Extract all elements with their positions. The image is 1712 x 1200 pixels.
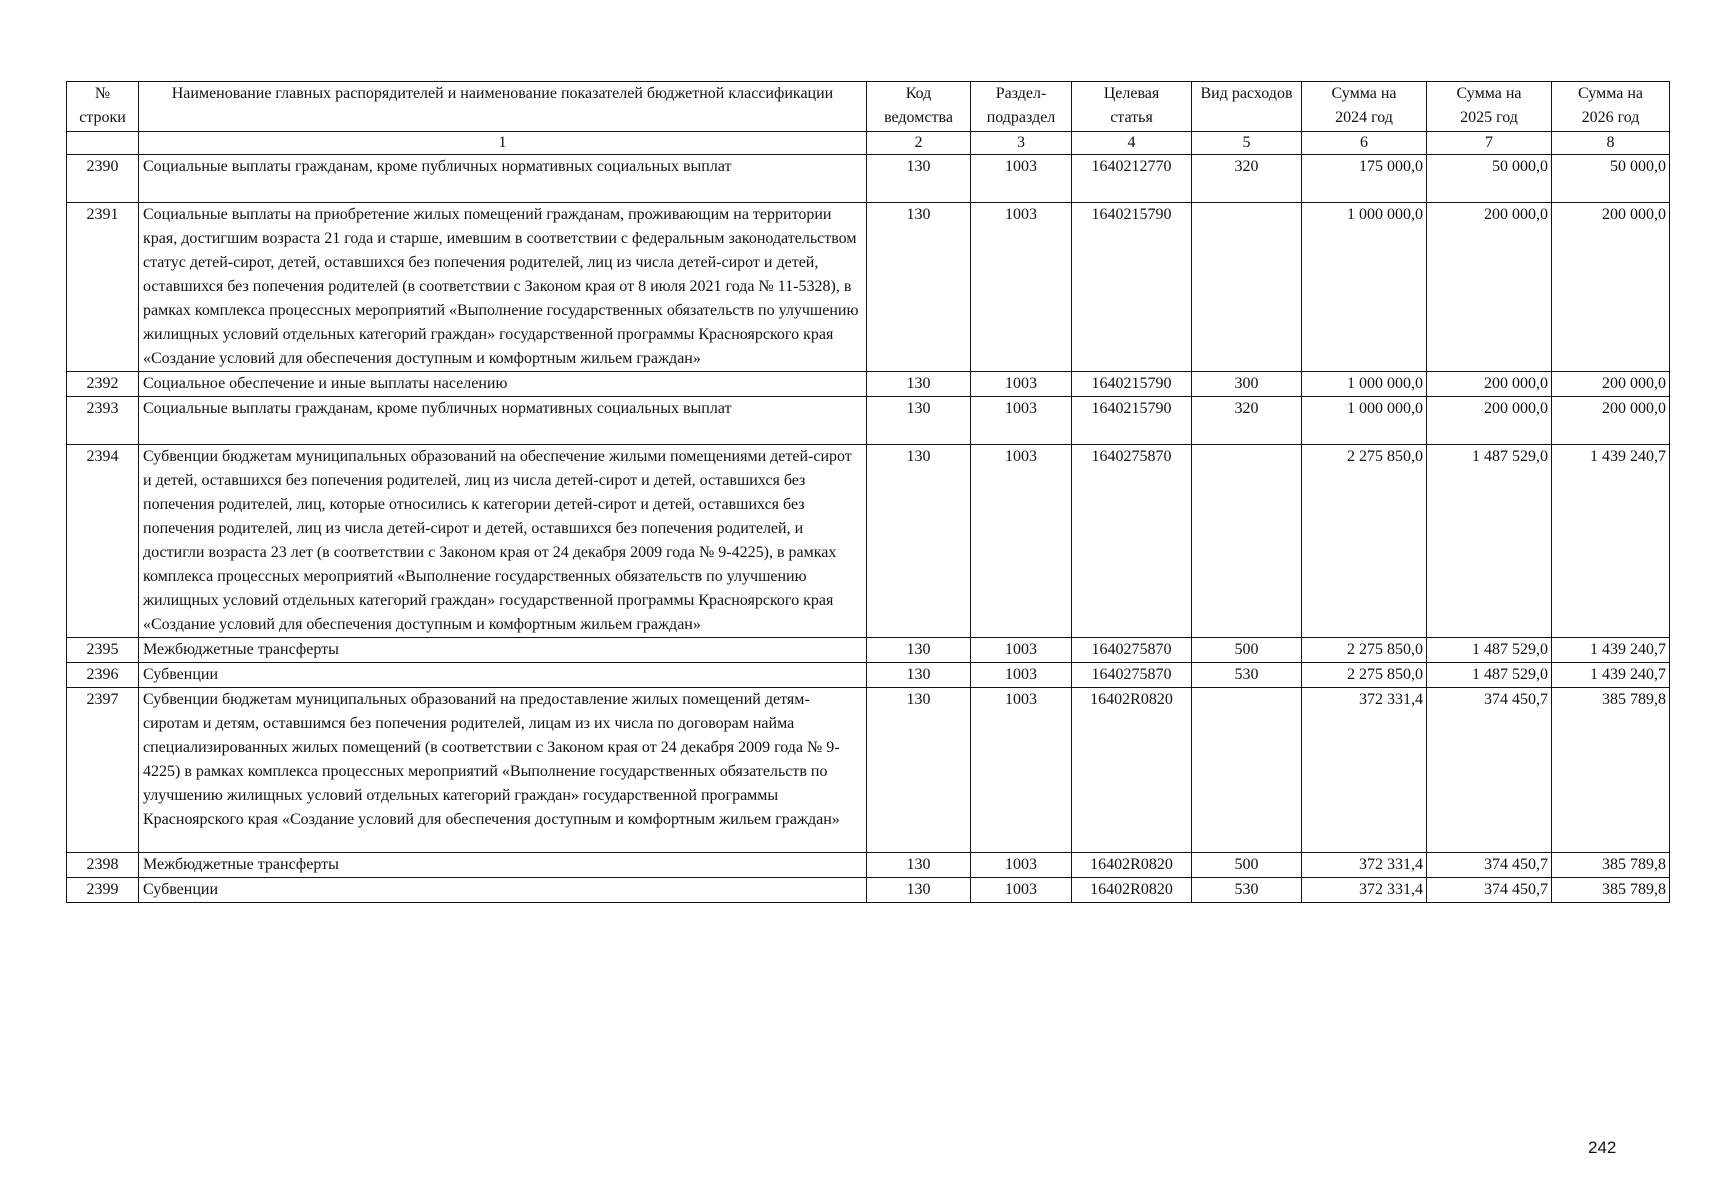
row-dept-code: 130 xyxy=(867,853,971,878)
row-sum-2026: 1 439 240,7 xyxy=(1552,663,1670,688)
budget-table xyxy=(66,81,1670,903)
row-name: Социальные выплаты гражданам, кроме публичных нормативных социальных выплат xyxy=(139,397,867,445)
row-section: 1003 xyxy=(971,663,1072,688)
row-sum-2025: 374 450,7 xyxy=(1427,878,1552,903)
row-sum-2024: 1 000 000,0 xyxy=(1302,372,1427,397)
table-row xyxy=(67,372,1670,397)
header-section: Раздел-подраздел xyxy=(971,82,1072,132)
row-target: 1640275870 xyxy=(1072,663,1192,688)
header-sum-2024: Сумма на 2024 год xyxy=(1302,82,1427,132)
row-dept-code: 130 xyxy=(867,638,971,663)
row-expense-type: 500 xyxy=(1192,638,1302,663)
column-number-row xyxy=(67,132,1670,155)
row-name: Социальные выплаты гражданам, кроме публичных нормативных социальных выплат xyxy=(139,155,867,203)
row-expense-type: 530 xyxy=(1192,663,1302,688)
row-section: 1003 xyxy=(971,445,1072,638)
table-row xyxy=(67,663,1670,688)
row-sum-2024: 372 331,4 xyxy=(1302,688,1427,853)
row-section: 1003 xyxy=(971,878,1072,903)
row-sum-2024: 2 275 850,0 xyxy=(1302,445,1427,638)
row-section: 1003 xyxy=(971,397,1072,445)
table-row xyxy=(67,397,1670,445)
row-dept-code: 130 xyxy=(867,878,971,903)
row-section: 1003 xyxy=(971,853,1072,878)
row-target: 1640215790 xyxy=(1072,203,1192,372)
row-sum-2025: 374 450,7 xyxy=(1427,853,1552,878)
row-sum-2025: 200 000,0 xyxy=(1427,203,1552,372)
row-target: 16402R0820 xyxy=(1072,688,1192,853)
column-number: 1 xyxy=(139,132,867,155)
row-name: Межбюджетные трансферты xyxy=(139,853,867,878)
row-sum-2024: 2 275 850,0 xyxy=(1302,638,1427,663)
row-expense-type: 530 xyxy=(1192,878,1302,903)
header-row-no: № строки xyxy=(67,82,139,132)
row-number: 2399 xyxy=(67,878,139,903)
row-number: 2391 xyxy=(67,203,139,372)
column-number: 5 xyxy=(1192,132,1302,155)
row-target: 1640215790 xyxy=(1072,372,1192,397)
page-number: 242 xyxy=(1588,1138,1617,1157)
row-name: Субвенции бюджетам муниципальных образований на предоставление жилых помещений детям-сиротам и детям, оставшимся без попечения родителей, лицам из их числа по договорам найма специализированных жилых помещений (в соответствии с Законом края от 24 декабря 2009 года № 9-4225) в рамках комплекса процессных мероприятий «Выполнение государственных обязательств по улучшению жилищных условий отдельных категорий граждан» государственной программы Красноярского края «Создание условий для обеспечения доступным и комфортным жильем граждан» xyxy=(139,688,867,853)
table-row xyxy=(67,853,1670,878)
row-sum-2024: 2 275 850,0 xyxy=(1302,663,1427,688)
row-sum-2025: 1 487 529,0 xyxy=(1427,663,1552,688)
row-dept-code: 130 xyxy=(867,397,971,445)
row-target: 1640275870 xyxy=(1072,638,1192,663)
row-name: Межбюджетные трансферты xyxy=(139,638,867,663)
row-expense-type: 300 xyxy=(1192,372,1302,397)
table-row xyxy=(67,878,1670,903)
table-row xyxy=(67,155,1670,203)
row-number: 2393 xyxy=(67,397,139,445)
row-number: 2397 xyxy=(67,688,139,853)
row-sum-2026: 385 789,8 xyxy=(1552,853,1670,878)
row-name: Социальное обеспечение и иные выплаты населению xyxy=(139,372,867,397)
row-name: Субвенции xyxy=(139,663,867,688)
header-target: Целевая статья xyxy=(1072,82,1192,132)
header-name: Наименование главных распорядителей и наименование показателей бюджетной классификации xyxy=(139,82,867,132)
row-dept-code: 130 xyxy=(867,445,971,638)
header-dept-code: Код ведомства xyxy=(867,82,971,132)
row-name: Субвенции xyxy=(139,878,867,903)
column-number: 4 xyxy=(1072,132,1192,155)
row-number: 2398 xyxy=(67,853,139,878)
row-sum-2024: 1 000 000,0 xyxy=(1302,397,1427,445)
row-sum-2024: 372 331,4 xyxy=(1302,853,1427,878)
row-target: 16402R0820 xyxy=(1072,878,1192,903)
header-row xyxy=(67,82,1670,132)
row-sum-2025: 1 487 529,0 xyxy=(1427,445,1552,638)
row-expense-type xyxy=(1192,203,1302,372)
row-target: 16402R0820 xyxy=(1072,853,1192,878)
row-sum-2026: 200 000,0 xyxy=(1552,397,1670,445)
row-sum-2024: 1 000 000,0 xyxy=(1302,203,1427,372)
row-sum-2026: 50 000,0 xyxy=(1552,155,1670,203)
row-sum-2026: 200 000,0 xyxy=(1552,203,1670,372)
row-target: 1640212770 xyxy=(1072,155,1192,203)
row-sum-2026: 1 439 240,7 xyxy=(1552,638,1670,663)
table-row xyxy=(67,688,1670,853)
row-section: 1003 xyxy=(971,372,1072,397)
column-number: 6 xyxy=(1302,132,1427,155)
row-target: 1640215790 xyxy=(1072,397,1192,445)
row-sum-2024: 372 331,4 xyxy=(1302,878,1427,903)
table-row xyxy=(67,638,1670,663)
column-number: 7 xyxy=(1427,132,1552,155)
row-section: 1003 xyxy=(971,155,1072,203)
row-sum-2025: 374 450,7 xyxy=(1427,688,1552,853)
header-expense-type: Вид расходов xyxy=(1192,82,1302,132)
column-number: 8 xyxy=(1552,132,1670,155)
row-dept-code: 130 xyxy=(867,372,971,397)
row-dept-code: 130 xyxy=(867,663,971,688)
row-section: 1003 xyxy=(971,638,1072,663)
table-row xyxy=(67,203,1670,372)
row-name: Субвенции бюджетам муниципальных образований на обеспечение жилыми помещениями детей-сирот и детей, оставшихся без попечения родителей, лиц из числа детей-сирот и детей, оставшихся без попечения родителей, лиц, которые относились к категории детей-сирот и детей, оставшихся без попечения родителей, лиц из числа детей-сирот и детей, оставшихся без попечения родителей, и достигли возраста 23 лет (в соответствии с Законом края от 24 декабря 2009 года № 9-4225), в рамках комплекса процессных мероприятий «Выполнение государственных обязательств по улучшению жилищных условий отдельных категорий граждан» государственной программы Красноярского края «Создание условий для обеспечения доступным и комфортным жильем граждан» xyxy=(139,445,867,638)
row-sum-2025: 50 000,0 xyxy=(1427,155,1552,203)
row-sum-2024: 175 000,0 xyxy=(1302,155,1427,203)
row-dept-code: 130 xyxy=(867,155,971,203)
row-number: 2396 xyxy=(67,663,139,688)
column-number: 3 xyxy=(971,132,1072,155)
row-sum-2026: 385 789,8 xyxy=(1552,878,1670,903)
row-expense-type xyxy=(1192,688,1302,853)
row-expense-type: 500 xyxy=(1192,853,1302,878)
row-expense-type: 320 xyxy=(1192,397,1302,445)
row-number: 2395 xyxy=(67,638,139,663)
row-sum-2025: 200 000,0 xyxy=(1427,397,1552,445)
row-sum-2026: 200 000,0 xyxy=(1552,372,1670,397)
row-sum-2026: 1 439 240,7 xyxy=(1552,445,1670,638)
header-sum-2026: Сумма на 2026 год xyxy=(1552,82,1670,132)
row-sum-2025: 1 487 529,0 xyxy=(1427,638,1552,663)
column-number: 2 xyxy=(867,132,971,155)
row-number: 2392 xyxy=(67,372,139,397)
row-number: 2394 xyxy=(67,445,139,638)
table-row xyxy=(67,445,1670,638)
row-name: Социальные выплаты на приобретение жилых помещений гражданам, проживающим на территории края, достигшим возраста 21 года и старше, имевшим в соответствии с федеральным законодательством статус детей-сирот, детей, оставшихся без попечения родителей, лиц из числа детей-сирот и детей, оставшихся без попечения родителей (в соответствии с Законом края от 8 июля 2021 года № 11-5328), в рамках комплекса процессных мероприятий «Выполнение государственных обязательств по улучшению жилищных условий отдельных категорий граждан» государственной программы Красноярского края «Создание условий для обеспечения доступным и комфортным жильем граждан» xyxy=(139,203,867,372)
row-section: 1003 xyxy=(971,688,1072,853)
row-expense-type: 320 xyxy=(1192,155,1302,203)
row-expense-type xyxy=(1192,445,1302,638)
row-section: 1003 xyxy=(971,203,1072,372)
column-number-blank xyxy=(67,132,139,155)
row-number: 2390 xyxy=(67,155,139,203)
row-sum-2026: 385 789,8 xyxy=(1552,688,1670,853)
header-sum-2025: Сумма на 2025 год xyxy=(1427,82,1552,132)
row-dept-code: 130 xyxy=(867,688,971,853)
row-dept-code: 130 xyxy=(867,203,971,372)
row-sum-2025: 200 000,0 xyxy=(1427,372,1552,397)
row-target: 1640275870 xyxy=(1072,445,1192,638)
